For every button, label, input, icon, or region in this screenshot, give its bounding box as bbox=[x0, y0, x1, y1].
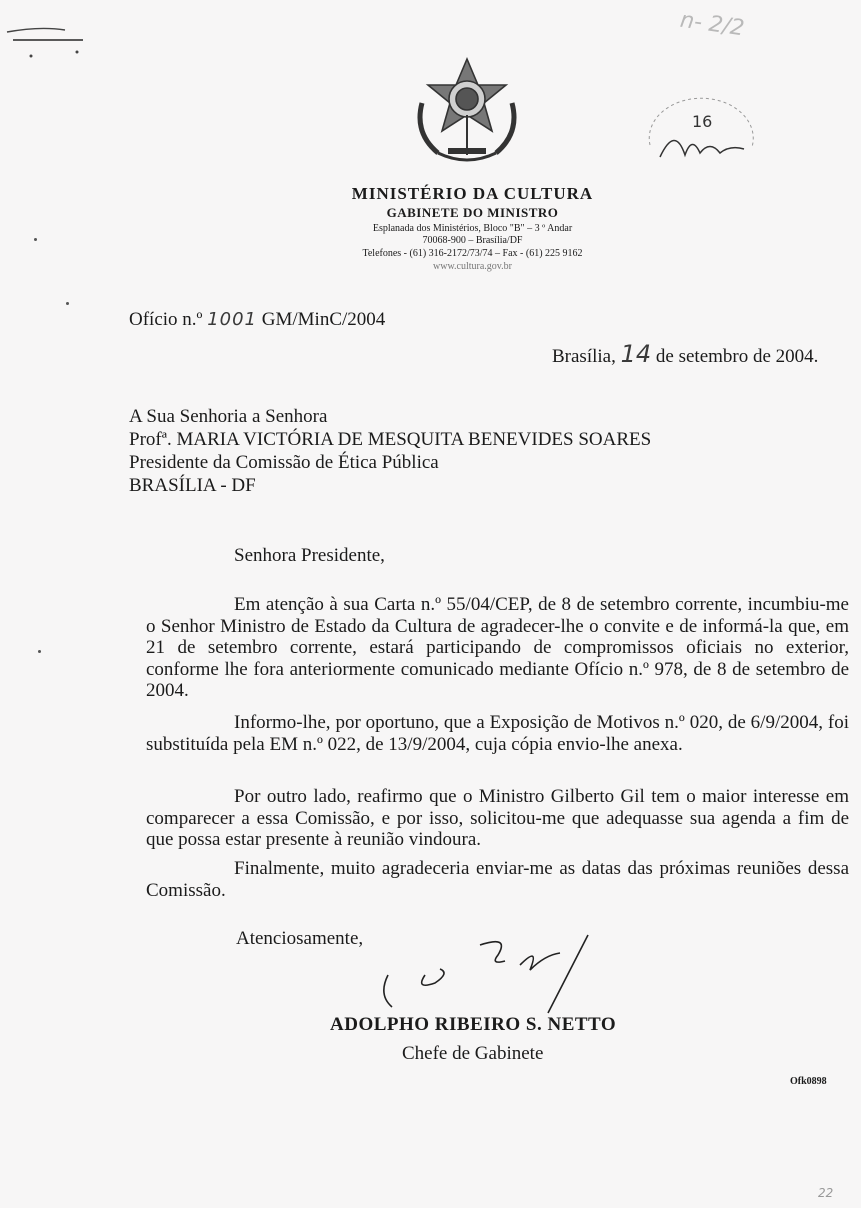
addressee-line: Profª. MARIA VICTÓRIA DE MESQUITA BENEVIDES SOARES bbox=[129, 429, 652, 450]
handwritten-signature bbox=[370, 925, 600, 1015]
office-name: GABINETE DO MINISTRO bbox=[386, 205, 559, 220]
closing: Atenciosamente, bbox=[236, 928, 364, 949]
salutation: Senhora Presidente, bbox=[234, 545, 385, 566]
signer-name: ADOLPHO RIBEIRO S. NETTO bbox=[330, 1014, 617, 1035]
document-code: Ofk0898 bbox=[790, 1076, 827, 1087]
date-line bbox=[552, 340, 818, 368]
signer-title: Chefe de Gabinete bbox=[402, 1043, 544, 1064]
oficio-reference bbox=[129, 309, 385, 331]
ministry-name: MINISTÉRIO DA CULTURA bbox=[351, 184, 594, 203]
oficio-suffix: GM/MinC/2004 bbox=[261, 309, 386, 330]
body-paragraph: Por outro lado, reafirmo que o Ministro Gilberto Gil tem o maior interesse em comparecer a essa Comissão, e por isso, solicitou-me que adequasse sua agenda a fim de que possa estar presente à reunião vindoura. bbox=[146, 786, 849, 850]
addressee-line: BRASÍLIA - DF bbox=[129, 475, 256, 496]
body-paragraph: Finalmente, muito agradeceria enviar-me as datas das próximas reuniões dessa Comissão. bbox=[146, 858, 849, 901]
oficio-number: 1001 bbox=[207, 309, 257, 330]
page-note: 22 bbox=[818, 1186, 834, 1200]
addressee-line: A Sua Senhoria a Senhora bbox=[129, 406, 328, 427]
margin-scribble bbox=[5, 20, 105, 60]
address-line-1: Esplanada dos Ministérios, Bloco "B" – 3 º Andar bbox=[372, 223, 573, 234]
body-paragraph: Em atenção à sua Carta n.º 55/04/CEP, de 8 de setembro corrente, incumbiu-me o Senhor Ministro de Estado da Cultura de agradecer-lhe o convite e de informá-la que, em 21 de setembro corrente, estará participando de compromissos oficiais no exterior, conforme lhe fora anteriormente comunicado mediante Ofício n.º 978, de 8 de setembro de 2004. bbox=[146, 594, 849, 701]
phone-line: Telefones - (61) 316-2172/73/74 – Fax - (61) 225 9162 bbox=[362, 248, 583, 259]
body-paragraph: Informo-lhe, por oportuno, que a Exposição de Motivos n.º 020, de 6/9/2004, foi substituída pela EM n.º 022, de 13/9/2004, cuja cópia envio-lhe anexa. bbox=[146, 712, 849, 755]
brazil-coat-of-arms-icon bbox=[408, 55, 526, 167]
date-rest: de setembro de 2004. bbox=[655, 346, 819, 367]
oficio-prefix: Ofício n.º bbox=[129, 309, 203, 330]
stamp-number: 16 bbox=[692, 112, 713, 131]
scan-mark bbox=[66, 302, 69, 305]
date-day: 14 bbox=[620, 340, 652, 368]
scan-mark bbox=[34, 238, 37, 241]
date-city: Brasília, bbox=[552, 346, 616, 367]
protocol-stamp bbox=[640, 95, 760, 190]
pencil-note-top: n- 2/2 bbox=[678, 7, 746, 42]
address-line-2: 70068-900 – Brasília/DF bbox=[422, 235, 523, 246]
addressee-block bbox=[129, 405, 651, 497]
website-line: www.cultura.gov.br bbox=[433, 261, 512, 272]
scan-mark bbox=[38, 650, 41, 653]
addressee-line: Presidente da Comissão de Ética Pública bbox=[129, 452, 439, 473]
